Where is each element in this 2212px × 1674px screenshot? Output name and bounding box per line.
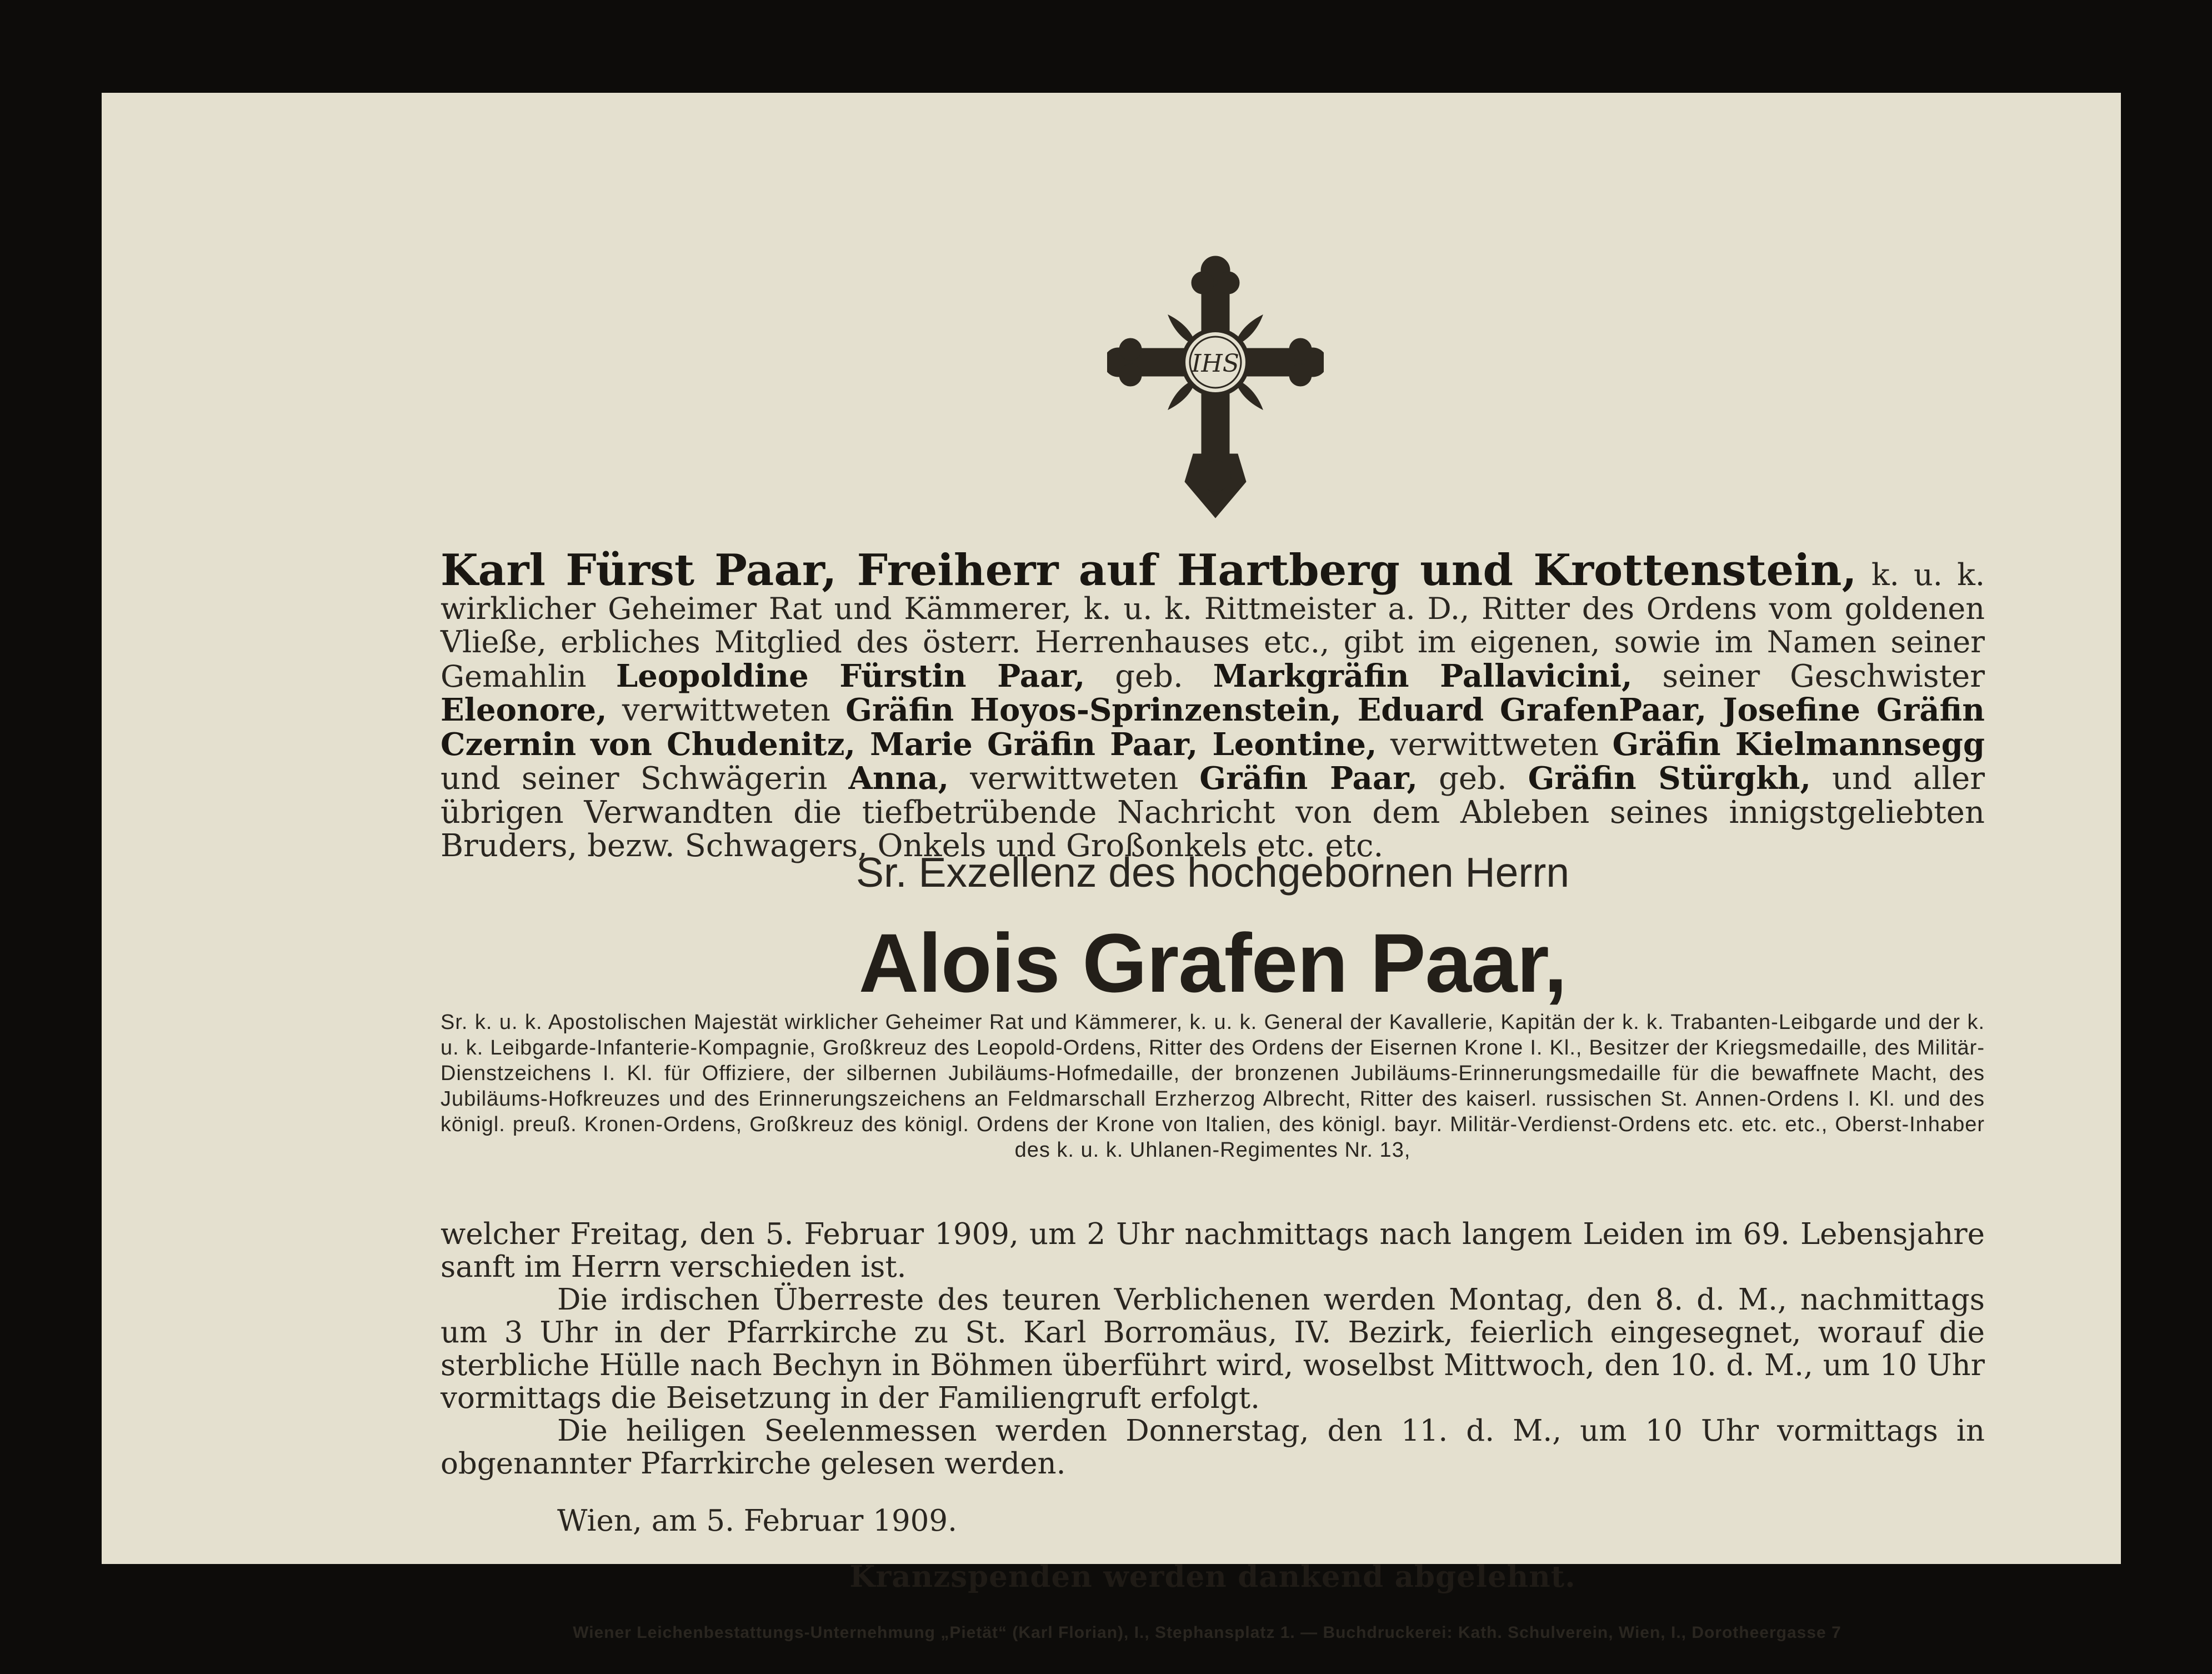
death-paragraph: welcher Freitag, den 5. Februar 1909, um 2 Uhr nachmittags nach langem Leiden im 69. Lebensjahre sanft im Herrn verschieden ist. <box>441 1217 1985 1284</box>
mourning-notice <box>102 93 2121 1642</box>
intro-name: Gräfin Paar, <box>1199 760 1418 797</box>
announcer-name: Karl Fürst Paar, Freiherr auf Hartberg und Krottenstein, <box>441 545 1857 596</box>
intro-name: Gräfin Kielmannsegg <box>1612 726 1985 763</box>
printer-imprint: Wiener Leichenbestattungs-Unternehmung „Pietät“ (Karl Florian), I., Stephansplatz 1. — Buchdruckerei: Kath. Schulverein, Wien, I., Dorotheergasse 7 <box>573 1623 1841 1642</box>
intro-name: Leopoldine Fürstin Paar, <box>615 657 1085 694</box>
funeral-paragraph: Die irdischen Überreste des teuren Verblichenen werden Montag, den 8. d. M., nachmittags um 3 Uhr in der Pfarrkirche zu St. Karl Borromäus, IV. Bezirk, feierlich eingesegnet, worauf die sterbliche Hülle nach Bechyn in Böhmen überführt wird, woselbst Mittwoch, den 10. d. M., um 10 Uhr vormittags die Beisetzung in der Familiengruft erfolgt. <box>441 1283 1985 1415</box>
notice-body <box>441 1218 1985 1480</box>
place-date: Wien, am 5. Februar 1909. <box>557 1504 957 1538</box>
intro-text: geb. <box>1085 658 1213 694</box>
cross-ihs-icon <box>1107 254 1324 521</box>
deceased-name: Alois Grafen Paar, <box>858 916 1567 1010</box>
intro-text: verwittweten <box>949 761 1200 797</box>
intro-text: verwittweten <box>607 692 846 728</box>
deceased-titles: Sr. k. u. k. Apostolischen Majestät wirklicher Geheimer Rat und Kämmerer, k. u. k. General der Kavallerie, Kapitän der k. k. Trabanten-Leibgarde und der k. u. k. Leibgarde-Infanterie-Kompagnie, Großkreuz des Leopold-Ordens, Ritter des Ordens der Eisernen Krone I. Kl., Besitzer der Kriegsmedaille, des Militär-Dienstzeichens I. Kl. für Offiziere, der silbernen Jubiläums-Hofmedaille, der bronzenen Jubiläums-Erinnerungsmedaille für die bewaffnete Macht, des Jubiläums-Hofkreuzes und des Erinnerungszeichens an Feldmarschall Erzherzog Albrecht, Ritter des kaiserl. russischen St. Annen-Ordens I. Kl. und des königl. preuß. Kronen-Ordens, Großkreuz des königl. Ordens der Krone von Italien, des königl. bayr. Militär-Verdienst-Ordens etc. etc. etc., Oberst-Inhaber des k. u. k. Uhlanen-Regimentes Nr. 13, <box>441 1011 1985 1162</box>
intro-name: Gräfin Stürgkh, <box>1528 760 1811 797</box>
salutation: Sr. Exzellenz des hochgebornen Herrn <box>855 849 1570 896</box>
intro-text: seiner Geschwister <box>1632 658 1985 694</box>
intro-name: Markgräfin Pallavicini, <box>1213 657 1633 694</box>
intro-name: Gräfin Hoyos-Sprinzenstein, Eduard GrafenPaar, Josefine Gräfin Czernin von Chudenitz, Marie Gräfin Paar, Leontine, <box>441 692 1985 763</box>
intro-name: Eleonore, <box>441 692 607 728</box>
intro-text: geb. <box>1418 761 1528 797</box>
masses-paragraph: Die heiligen Seelenmessen werden Donnerstag, den 11. d. M., um 10 Uhr vormittags in obgenannter Pfarrkirche gelesen werden. <box>441 1414 1985 1481</box>
intro-name: Anna, <box>848 760 949 797</box>
closing-line: Kranzspenden werden dankend abgelehnt. <box>849 1560 1576 1594</box>
intro-text: verwittweten <box>1377 726 1613 763</box>
intro-text: und seiner Schwägerin <box>441 761 849 797</box>
intro-paragraph <box>441 545 1985 864</box>
intro-text: k. u. k. wirklicher Geheimer Rat und Kämmerer, k. u. k. Rittmeister a. D., Ritter des Ordens vom goldenen Vließe, erbliches Mitglied des österr. Herrenhauses etc., gibt im eigenen, sowie im Namen seiner Gemahlin <box>441 557 1985 694</box>
ihs-monogram: IHS <box>1192 349 1239 378</box>
intro-text: und aller übrigen Verwandten die tiefbetrübende Nachricht von dem Ableben seines innigstgeliebten Bruders, bezw. Schwagers, Onkels und Großonkels etc. etc. <box>441 761 1985 864</box>
